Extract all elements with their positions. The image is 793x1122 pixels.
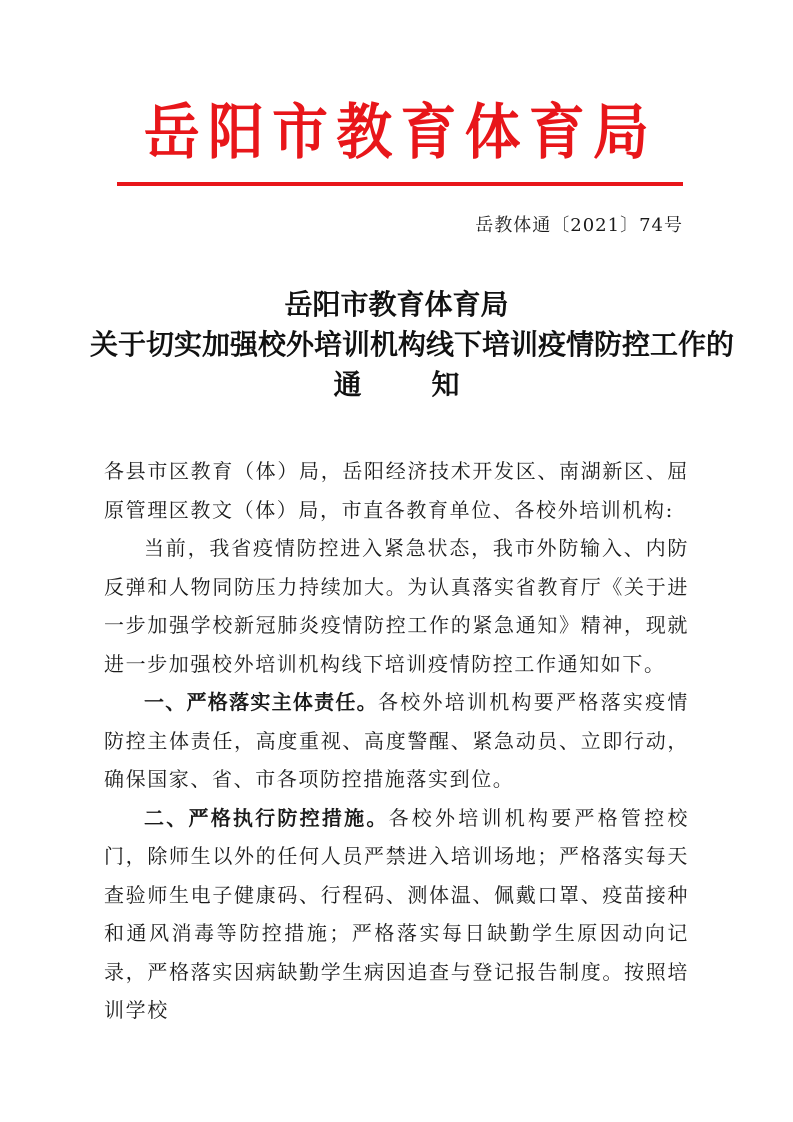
document-number: 岳教体通〔2021〕74号 [475,215,683,236]
section-2-heading: 二、严格执行防控措施。 [144,805,389,830]
issuing-authority-header: 岳阳市教育体育局 [143,98,658,168]
section-1-paragraph [104,683,689,799]
section-1-heading: 一、严格落实主体责任。 [144,690,378,714]
title-line-notice [90,365,703,405]
title-line-subject: 关于切实加强校外培训机构线下培训疫情防控工作的 [90,328,735,361]
document-title [90,285,735,405]
section-2-text: 各校外培训机构要严格管控校门，除师生以外的任何人员严禁进入培训场地；严格落实每天查验师生电子健康码、行程码、测体温、佩戴口罩、疫苗接种和通风消毒等防控措施；严格落实每日缺勤学生原因动向记录，严格落实因病缺勤学生病因追查与登记报告制度。按照培训学校 [104,805,689,1022]
red-divider-line [117,182,683,186]
section-2-paragraph [104,799,689,1030]
intro-paragraph: 当前，我省疫情防控进入紧急状态，我市外防输入、内防反弹和人物同防压力持续加大。为认真落实省教育厅《关于进一步加强学校新冠肺炎疫情防控工作的紧急通知》精神，现就进一步加强校外培训机构线下培训疫情防控工作通知如下。 [104,536,689,676]
title-line-organization: 岳阳市教育体育局 [284,288,509,321]
title-notice-char-2: 知 [431,368,460,401]
document-body [104,452,689,1030]
section-1-text: 各校外培训机构要严格落实疫情防控主体责任，高度重视、高度警醒、紧急动员、立即行动，确保国家、省、市各项防控措施落实到位。 [104,690,689,791]
title-notice-char-1: 通 [333,368,362,401]
addressee-paragraph: 各县市区教育（体）局，岳阳经济技术开发区、南湖新区、屈原管理区教文（体）局，市直各教育单位、各校外培训机构: [104,459,689,522]
